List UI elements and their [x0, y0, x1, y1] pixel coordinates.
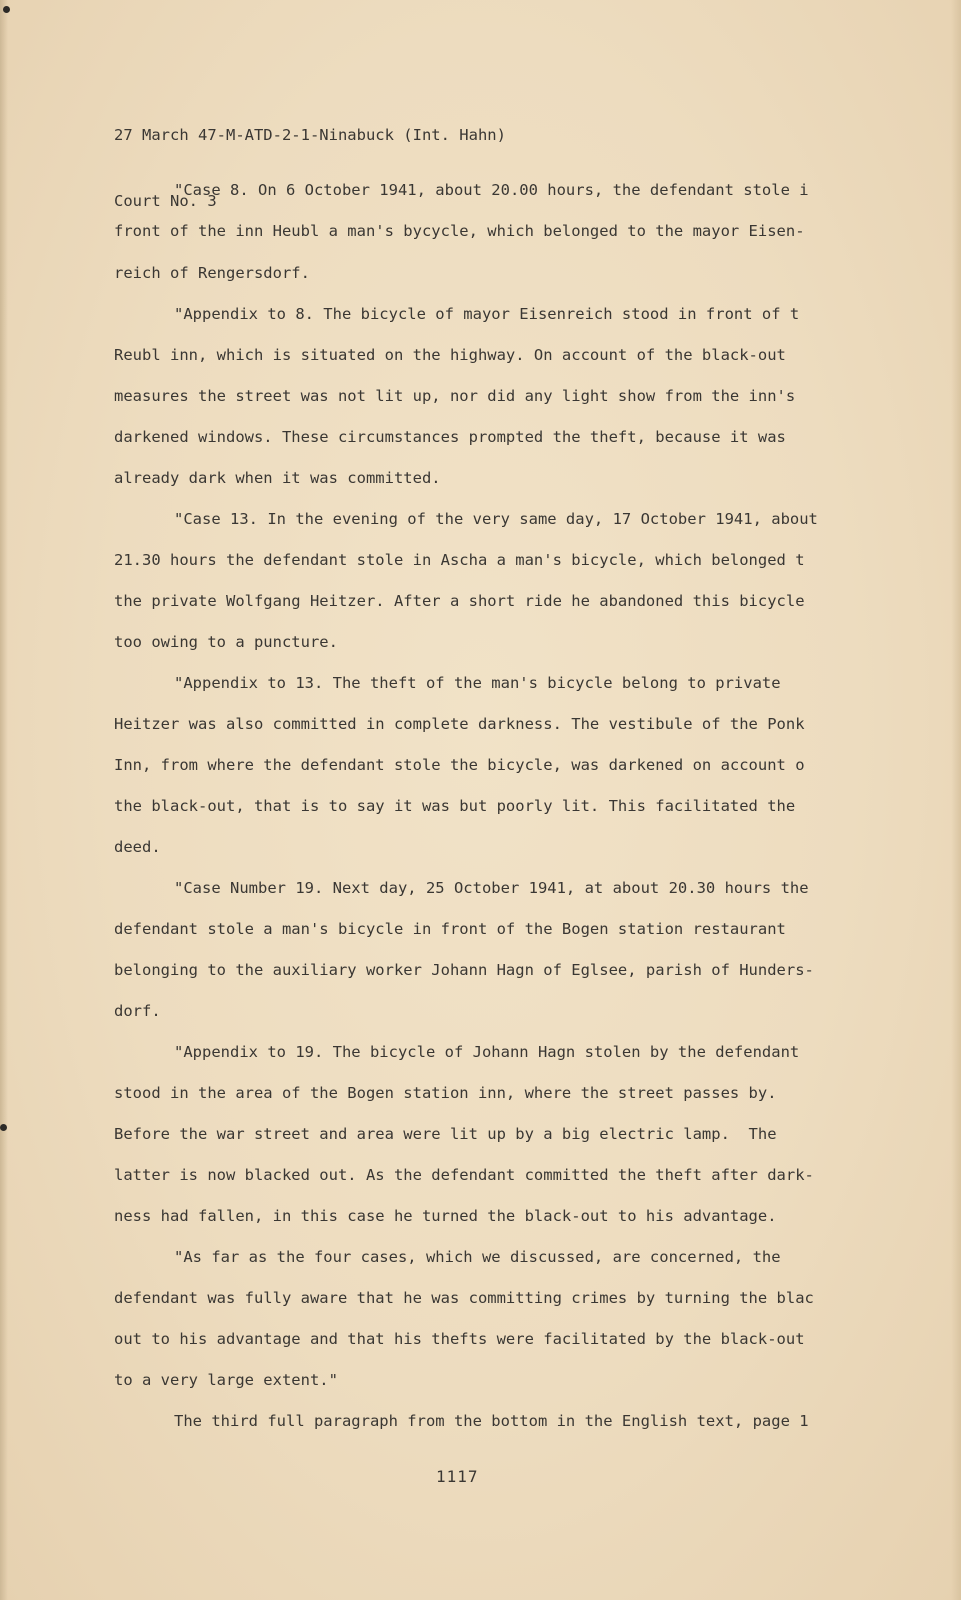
text-line: "Case Number 19. Next day, 25 October 1941, at about 20.30 hours the — [174, 879, 809, 897]
text-line: "Appendix to 8. The bicycle of mayor Eisenreich stood in front of t — [174, 305, 800, 323]
text-line: The third full paragraph from the bottom in the English text, page 1 — [174, 1412, 809, 1430]
text-line: latter is now blacked out. As the defendant committed the theft after dark- — [114, 1166, 814, 1184]
text-line: defendant was fully aware that he was committing crimes by turning the blac — [114, 1289, 814, 1307]
text-line: out to his advantage and that his thefts were facilitated by the black-out — [114, 1330, 805, 1348]
text-line: too owing to a puncture. — [114, 633, 338, 651]
text-line: 21.30 hours the defendant stole in Ascha a man's bicycle, which belonged t — [114, 551, 805, 569]
binding-hole-bottom — [0, 1124, 7, 1131]
text-line: measures the street was not lit up, nor did any light show from the inn's — [114, 387, 796, 405]
text-line: to a very large extent." — [114, 1371, 338, 1389]
text-line: stood in the area of the Bogen station inn, where the street passes by. — [114, 1084, 777, 1102]
text-line: already dark when it was committed. — [114, 469, 441, 487]
text-line: "Case 8. On 6 October 1941, about 20.00 hours, the defendant stole i — [174, 181, 809, 199]
text-line: "Case 13. In the evening of the very same day, 17 October 1941, about — [174, 510, 818, 528]
text-line: front of the inn Heubl a man's bycycle, which belonged to the mayor Eisen- — [114, 222, 805, 240]
text-line: reich of Rengersdorf. — [114, 264, 310, 282]
header-court-line: Court No. 3 — [114, 192, 217, 210]
binding-hole-top — [3, 6, 10, 13]
text-line: ness had fallen, in this case he turned the black-out to his advantage. — [114, 1207, 777, 1225]
page-number: 1117 — [436, 1467, 479, 1486]
text-line: "Appendix to 19. The bicycle of Johann Hagn stolen by the defendant — [174, 1043, 800, 1061]
text-line: the private Wolfgang Heitzer. After a short ride he abandoned this bicycle — [114, 592, 805, 610]
header-reference-line: 27 March 47-M-ATD-2-1-Ninabuck (Int. Hahn) — [114, 126, 506, 144]
text-line: Inn, from where the defendant stole the bicycle, was darkened on account o — [114, 756, 805, 774]
text-line: Before the war street and area were lit up by a big electric lamp. The — [114, 1125, 777, 1143]
text-line: "As far as the four cases, which we discussed, are concerned, the — [174, 1248, 781, 1266]
text-line: belonging to the auxiliary worker Johann Hagn of Eglsee, parish of Hunders- — [114, 961, 814, 979]
page-right-edge — [951, 0, 961, 1600]
text-line: the black-out, that is to say it was but poorly lit. This facilitated the — [114, 797, 796, 815]
text-line: defendant stole a man's bicycle in front of the Bogen station restaurant — [114, 920, 786, 938]
text-line: Reubl inn, which is situated on the highway. On account of the black-out — [114, 346, 786, 364]
text-line: darkened windows. These circumstances prompted the theft, because it was — [114, 428, 786, 446]
page-left-edge — [0, 0, 8, 1600]
text-line: Heitzer was also committed in complete darkness. The vestibule of the Ponk — [114, 715, 805, 733]
text-line: deed. — [114, 838, 161, 856]
text-line: dorf. — [114, 1002, 161, 1020]
text-line: "Appendix to 13. The theft of the man's bicycle belong to private — [174, 674, 781, 692]
